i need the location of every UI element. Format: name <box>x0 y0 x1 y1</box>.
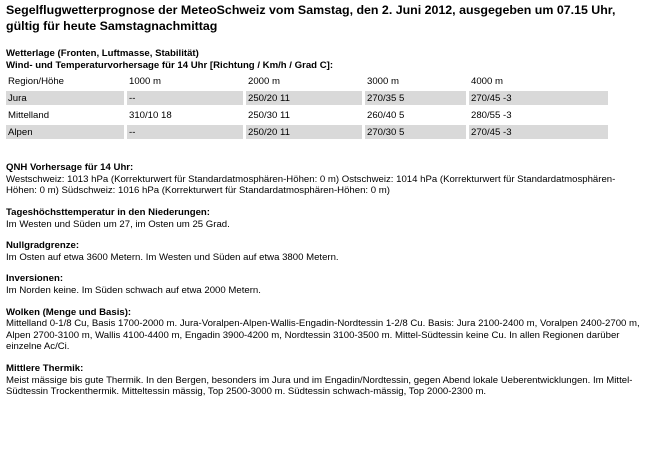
table-cell: Jura <box>6 91 124 105</box>
nullgrad-heading: Nullgradgrenze: <box>6 240 80 252</box>
thermik-text: Meist mässige bis gute Thermik. In den Bergen, besonders im Jura und im Engadin/Nordtessin, gegen Abend lokale Ueberentwicklungen. Im Mittel-Südtessin Trockenthermik. Mitteltessin mässig, Top 2500-3000 m. Südtessin schwach-mässig, Top 2000-2300 m. <box>6 374 633 398</box>
wolken-text: Mittelland 0-1/8 Cu, Basis 1700-2000 m. Jura-Voralpen-Alpen-Wallis-Engadin-Nordtessin 1-2/8 Cu. Basis: Jura 2100-2400 m, Voralpen 2400-2700 m, Alpen 2700-3100 m, Wallis 4100-4400 m, Engadin 3900-4200 m, Nordtessin 3100-3500 m. Mittel-Südtessin keine Cu. In allen Regionen darüber einzelne Ac/Ci. <box>6 318 640 353</box>
qnh-section <box>6 162 644 197</box>
table-row <box>6 108 608 122</box>
table-cell: 310/10 18 <box>129 109 172 121</box>
thermik-heading: Mittlere Thermik: <box>6 362 84 374</box>
nullgrad-section <box>6 240 644 263</box>
table-cell: 250/30 11 <box>248 109 290 121</box>
table-row <box>6 125 608 139</box>
wind-temp-heading: Wind- und Temperaturvorhersage für 14 Uhr [Richtung / Km/h / Grad C]: <box>6 59 334 71</box>
table-cell: Alpen <box>6 125 124 139</box>
table-header-cell: 3000 m <box>367 75 399 87</box>
wetterlage-section <box>6 48 644 142</box>
table-cell: 270/35 5 <box>365 91 466 105</box>
table-cell: 250/20 11 <box>246 125 362 139</box>
inversionen-heading: Inversionen: <box>6 273 64 285</box>
table-cell: 250/20 11 <box>246 91 362 105</box>
temperature-section <box>6 207 644 230</box>
wolken-section <box>6 307 644 353</box>
table-cell: 260/40 5 <box>367 109 405 121</box>
inversionen-text: Im Norden keine. Im Süden schwach auf etwa 2000 Metern. <box>6 284 261 296</box>
page-title: Segelflugwetterprognose der MeteoSchweiz vom Samstag, den 2. Juni 2012, ausgegeben um 07.15 Uhr, gültig für heute Samstagnachmittag <box>6 3 616 33</box>
table-header-cell: Region/Höhe <box>8 75 65 87</box>
table-cell: -- <box>127 91 243 105</box>
table-row <box>6 91 608 105</box>
temperature-text: Im Westen und Süden um 27, im Osten um 25 Grad. <box>6 218 230 230</box>
table-header-cell: 1000 m <box>129 75 161 87</box>
table-header-row <box>6 74 608 88</box>
qnh-heading: QNH Vorhersage für 14 Uhr: <box>6 162 134 174</box>
table-header-cell: 4000 m <box>471 75 503 87</box>
wolken-heading: Wolken (Menge und Basis): <box>6 306 132 318</box>
table-cell: 270/30 5 <box>365 125 466 139</box>
wind-temperature-table <box>3 71 611 142</box>
table-cell: 270/45 -3 <box>469 91 608 105</box>
qnh-text: Westschweiz: 1013 hPa (Korrekturwert für Standardatmosphären-Höhen: 0 m) Ostschweiz: 1014 hPa (Korrekturwert für Standardatmosphären-Höhen: 0 m) Südschweiz: 1016 hPa (Korrekturwert für Standardatmosphären-Höhen: 0 m) <box>6 173 616 197</box>
table-cell: -- <box>127 125 243 139</box>
nullgrad-text: Im Osten auf etwa 3600 Metern. Im Westen und Süden auf etwa 3800 Metern. <box>6 251 339 263</box>
inversionen-section <box>6 273 644 296</box>
thermik-section <box>6 363 644 398</box>
wetterlage-heading: Wetterlage (Fronten, Luftmasse, Stabilität) <box>6 48 199 59</box>
table-cell: 270/45 -3 <box>469 125 608 139</box>
temperature-heading: Tageshöchsttemperatur in den Niederungen: <box>6 206 210 218</box>
table-header-cell: 2000 m <box>248 75 280 87</box>
table-cell: 280/55 -3 <box>471 109 512 121</box>
table-cell: Mittelland <box>8 109 50 121</box>
